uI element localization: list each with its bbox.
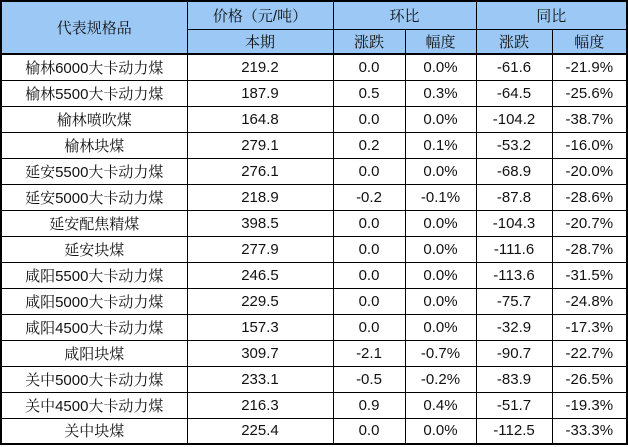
price-current-cell: 219.2 <box>187 54 333 80</box>
mom-change-cell: 0.0 <box>333 158 405 184</box>
yoy-change-cell: -68.9 <box>476 158 552 184</box>
price-current-cell: 229.5 <box>187 288 333 314</box>
header-current-period: 本期 <box>187 29 333 54</box>
mom-change-cell: 0.9 <box>333 392 405 418</box>
product-cell: 延安块煤 <box>1 236 187 262</box>
product-cell: 咸阳5000大卡动力煤 <box>1 288 187 314</box>
table-row <box>1 392 627 418</box>
mom-rate-cell: 0.0% <box>405 158 476 184</box>
table-row <box>1 236 627 262</box>
table-row <box>1 288 627 314</box>
table-row <box>1 54 627 80</box>
mom-change-cell: 0.0 <box>333 106 405 132</box>
yoy-rate-cell: -22.7% <box>552 340 627 366</box>
price-current-cell: 398.5 <box>187 210 333 236</box>
yoy-change-cell: -90.7 <box>476 340 552 366</box>
price-current-cell: 246.5 <box>187 262 333 288</box>
price-current-cell: 187.9 <box>187 80 333 106</box>
price-current-cell: 164.8 <box>187 106 333 132</box>
yoy-rate-cell: -25.6% <box>552 80 627 106</box>
mom-change-cell: 0.2 <box>333 132 405 158</box>
mom-rate-cell: -0.7% <box>405 340 476 366</box>
header-price-group: 价格（元/吨） <box>187 1 333 29</box>
yoy-rate-cell: -26.5% <box>552 366 627 392</box>
yoy-rate-cell: -16.0% <box>552 132 627 158</box>
mom-rate-cell: 0.0% <box>405 288 476 314</box>
mom-rate-cell: 0.4% <box>405 392 476 418</box>
mom-rate-cell: 0.0% <box>405 210 476 236</box>
table-row <box>1 366 627 392</box>
table-row <box>1 210 627 236</box>
price-current-cell: 279.1 <box>187 132 333 158</box>
yoy-change-cell: -51.7 <box>476 392 552 418</box>
product-cell: 关中5000大卡动力煤 <box>1 366 187 392</box>
table-row <box>1 418 627 444</box>
mom-rate-cell: 0.1% <box>405 132 476 158</box>
table-row <box>1 314 627 340</box>
mom-rate-cell: -0.2% <box>405 366 476 392</box>
mom-rate-cell: 0.0% <box>405 54 476 80</box>
price-current-cell: 218.9 <box>187 184 333 210</box>
mom-change-cell: -0.2 <box>333 184 405 210</box>
price-current-cell: 216.3 <box>187 392 333 418</box>
product-cell: 延安5000大卡动力煤 <box>1 184 187 210</box>
mom-rate-cell: 0.0% <box>405 314 476 340</box>
mom-change-cell: -2.1 <box>333 340 405 366</box>
header-yoy-rate: 幅度 <box>552 29 627 54</box>
yoy-change-cell: -87.8 <box>476 184 552 210</box>
table-row <box>1 80 627 106</box>
yoy-change-cell: -83.9 <box>476 366 552 392</box>
mom-change-cell: 0.0 <box>333 418 405 444</box>
yoy-change-cell: -64.5 <box>476 80 552 106</box>
table-row <box>1 262 627 288</box>
table-row <box>1 184 627 210</box>
header-yoy-group: 同比 <box>476 1 627 29</box>
header-row-groups <box>1 1 627 29</box>
price-current-cell: 276.1 <box>187 158 333 184</box>
yoy-rate-cell: -33.3% <box>552 418 627 444</box>
mom-rate-cell: 0.3% <box>405 80 476 106</box>
header-mom-group: 环比 <box>333 1 476 29</box>
yoy-change-cell: -53.2 <box>476 132 552 158</box>
mom-change-cell: 0.0 <box>333 54 405 80</box>
yoy-change-cell: -113.6 <box>476 262 552 288</box>
price-current-cell: 225.4 <box>187 418 333 444</box>
mom-rate-cell: 0.0% <box>405 262 476 288</box>
yoy-rate-cell: -20.0% <box>552 158 627 184</box>
yoy-rate-cell: -20.7% <box>552 210 627 236</box>
mom-rate-cell: 0.0% <box>405 418 476 444</box>
mom-change-cell: 0.0 <box>333 210 405 236</box>
yoy-rate-cell: -24.8% <box>552 288 627 314</box>
price-current-cell: 277.9 <box>187 236 333 262</box>
product-cell: 关中块煤 <box>1 418 187 444</box>
yoy-change-cell: -104.2 <box>476 106 552 132</box>
yoy-rate-cell: -38.7% <box>552 106 627 132</box>
mom-change-cell: 0.0 <box>333 262 405 288</box>
table-row <box>1 106 627 132</box>
yoy-rate-cell: -19.3% <box>552 392 627 418</box>
yoy-rate-cell: -21.9% <box>552 54 627 80</box>
mom-change-cell: 0.0 <box>333 236 405 262</box>
table-body <box>1 54 627 444</box>
mom-rate-cell: 0.0% <box>405 106 476 132</box>
header-yoy-change: 涨跌 <box>476 29 552 54</box>
yoy-rate-cell: -31.5% <box>552 262 627 288</box>
table-header <box>1 1 627 54</box>
product-cell: 咸阳4500大卡动力煤 <box>1 314 187 340</box>
yoy-change-cell: -75.7 <box>476 288 552 314</box>
mom-change-cell: 0.0 <box>333 288 405 314</box>
yoy-rate-cell: -17.3% <box>552 314 627 340</box>
price-current-cell: 157.3 <box>187 314 333 340</box>
header-mom-change: 涨跌 <box>333 29 405 54</box>
mom-rate-cell: 0.0% <box>405 236 476 262</box>
yoy-change-cell: -61.6 <box>476 54 552 80</box>
product-cell: 延安5500大卡动力煤 <box>1 158 187 184</box>
yoy-rate-cell: -28.6% <box>552 184 627 210</box>
product-cell: 延安配焦精煤 <box>1 210 187 236</box>
mom-change-cell: 0.0 <box>333 314 405 340</box>
yoy-change-cell: -104.3 <box>476 210 552 236</box>
table-row <box>1 132 627 158</box>
mom-change-cell: -0.5 <box>333 366 405 392</box>
product-cell: 关中4500大卡动力煤 <box>1 392 187 418</box>
product-cell: 榆林块煤 <box>1 132 187 158</box>
yoy-change-cell: -111.6 <box>476 236 552 262</box>
product-cell: 榆林5500大卡动力煤 <box>1 80 187 106</box>
price-current-cell: 233.1 <box>187 366 333 392</box>
table-row <box>1 340 627 366</box>
table-row <box>1 158 627 184</box>
mom-change-cell: 0.5 <box>333 80 405 106</box>
yoy-change-cell: -112.5 <box>476 418 552 444</box>
mom-rate-cell: -0.1% <box>405 184 476 210</box>
yoy-rate-cell: -28.7% <box>552 236 627 262</box>
product-cell: 榆林6000大卡动力煤 <box>1 54 187 80</box>
yoy-change-cell: -32.9 <box>476 314 552 340</box>
product-cell: 咸阳5500大卡动力煤 <box>1 262 187 288</box>
product-cell: 榆林喷吹煤 <box>1 106 187 132</box>
product-cell: 咸阳块煤 <box>1 340 187 366</box>
price-current-cell: 309.7 <box>187 340 333 366</box>
header-mom-rate: 幅度 <box>405 29 476 54</box>
header-product: 代表规格品 <box>1 1 187 54</box>
